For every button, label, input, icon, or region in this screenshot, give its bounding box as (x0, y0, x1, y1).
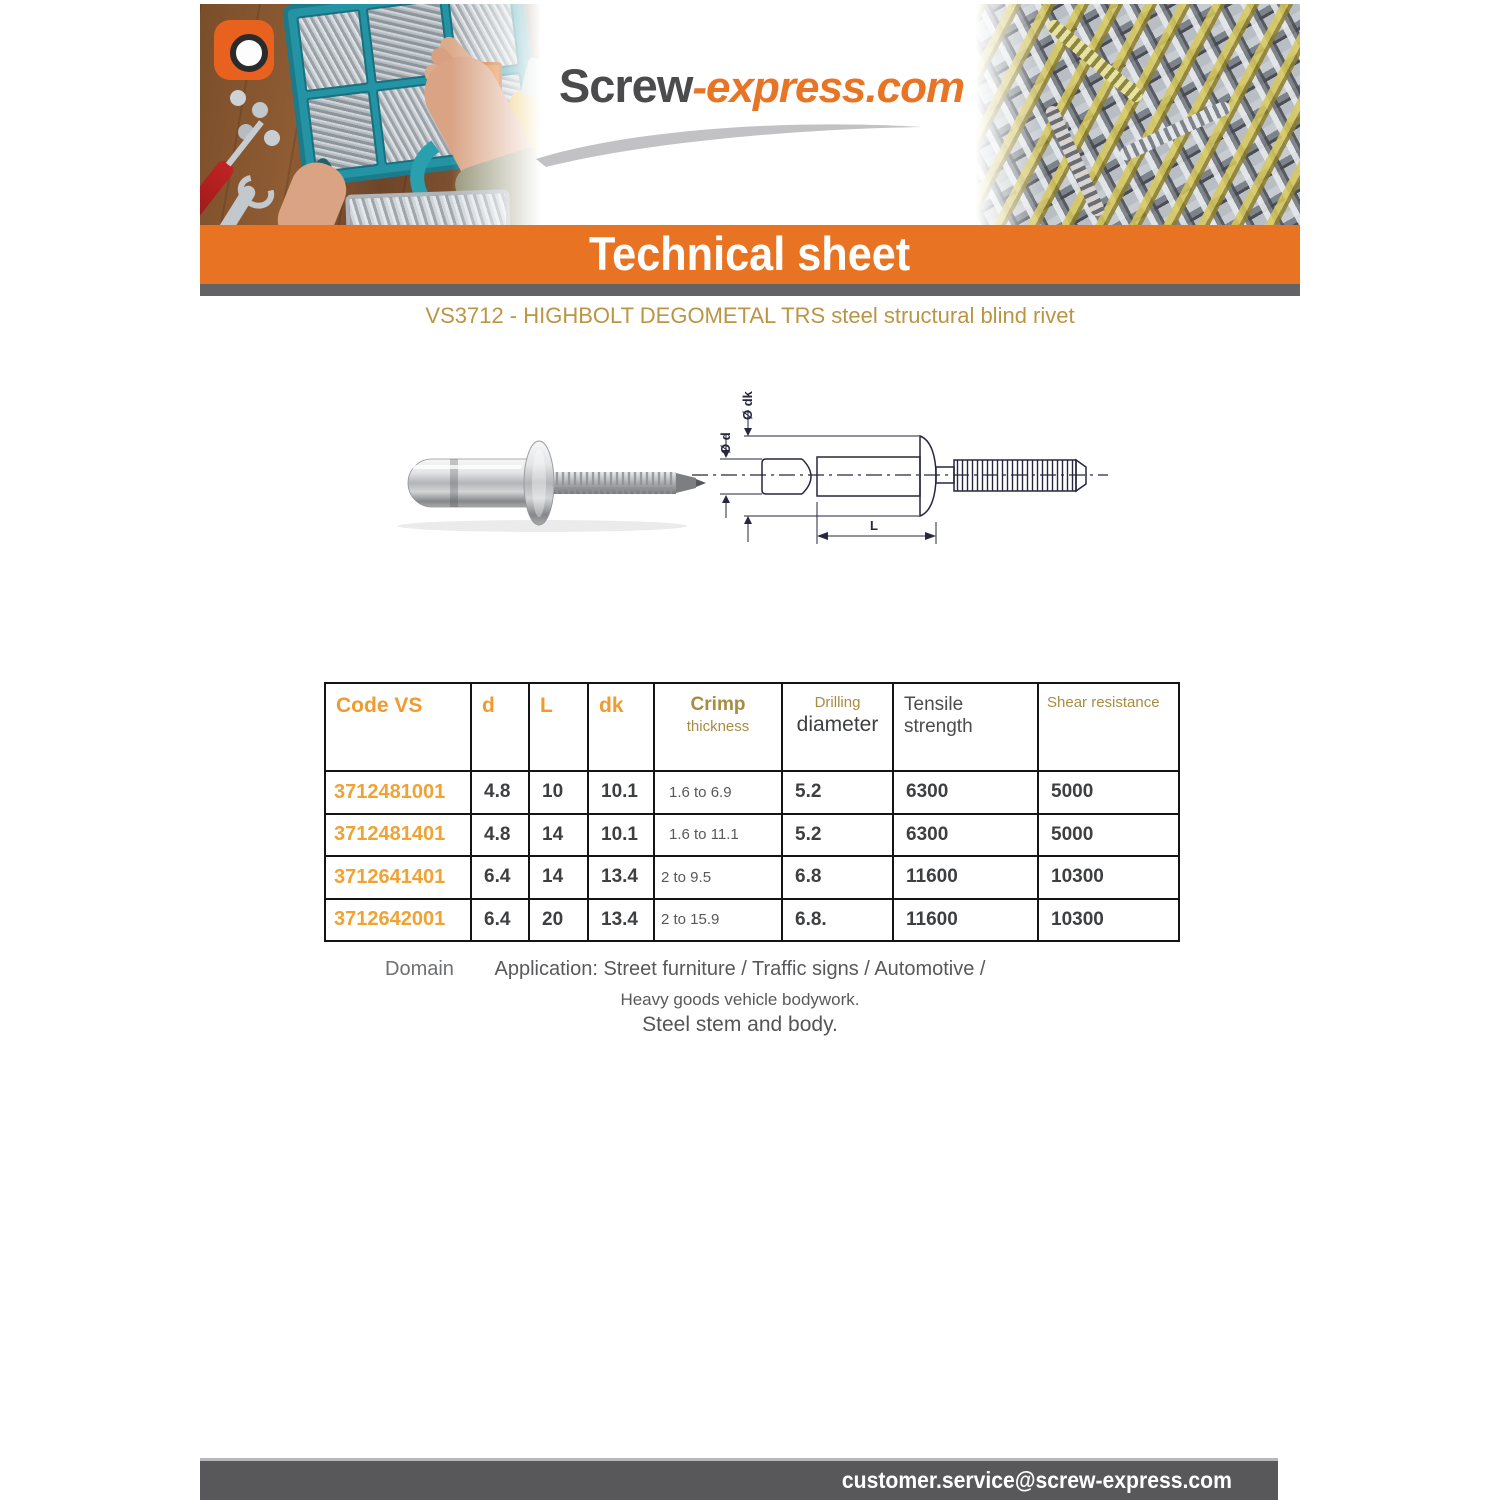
cell-l: 10 (529, 771, 588, 814)
divider-stripe (200, 284, 1300, 296)
cell-code: 3712481001 (325, 771, 471, 814)
hand-fingers (421, 61, 469, 112)
cell-d: 6.4 (471, 856, 529, 899)
drilling-header-line1: Drilling (814, 694, 861, 711)
application-line3: Steel stem and body. (642, 1013, 838, 1036)
case-compartment (457, 72, 530, 155)
col-header-d: d (471, 683, 529, 771)
table-row (325, 899, 1179, 942)
product-title: VS3712 - HIGHBOLT DEGOMETAL TRS steel structural blind rivet (425, 303, 1075, 328)
table-row (325, 814, 1179, 857)
technical-sheet-banner (200, 225, 1300, 284)
technical-sheet-page (200, 0, 1300, 1500)
screw-organizer-case (282, 4, 545, 188)
cell-l: 20 (529, 899, 588, 942)
cell-drilling: 6.8. (782, 899, 893, 942)
col-header-crimp (654, 683, 782, 771)
cell-dk: 10.1 (588, 771, 654, 814)
tape-measure-illustration (214, 20, 274, 80)
cell-shear: 5000 (1038, 814, 1179, 857)
parts-box-illustration (472, 62, 502, 102)
rivet-technical-drawing (690, 368, 1110, 563)
case-compartment (306, 90, 379, 173)
cell-dk: 10.1 (588, 814, 654, 857)
cell-d: 4.8 (471, 814, 529, 857)
dimension-label-d: Ø d (718, 432, 733, 454)
cell-d: 6.4 (471, 899, 529, 942)
wrench-illustration (212, 183, 258, 225)
cell-tensile: 11600 (893, 899, 1038, 942)
cell-tensile: 6300 (893, 814, 1038, 857)
cell-crimp: 1.6 to 6.9 (654, 771, 782, 814)
screws-pile-photo (975, 4, 1300, 225)
brand-logo (548, 4, 975, 225)
case-compartment (365, 4, 450, 84)
cell-tensile: 11600 (893, 856, 1038, 899)
logo-text-express: -express.com (692, 63, 965, 112)
cell-tensile: 6300 (893, 771, 1038, 814)
workbench-photo (200, 4, 548, 225)
domain-label: Domain (385, 958, 454, 980)
cell-drilling: 5.2 (782, 814, 893, 857)
col-header-code: Code VS (325, 683, 471, 771)
crimp-header-line1: Crimp (690, 694, 746, 715)
cell-l: 14 (529, 856, 588, 899)
cell-drilling: 5.2 (782, 771, 893, 814)
left-hand (270, 155, 354, 225)
dimension-label-l: L (870, 518, 878, 533)
dimension-label-dk: Ø dk (740, 391, 755, 420)
col-header-tensile: Tensile strength (893, 683, 1038, 771)
case-compartment (296, 9, 369, 92)
col-header-shear: Shear resistance (1038, 683, 1179, 771)
cell-drilling: 6.8 (782, 856, 893, 899)
washers-illustration (230, 90, 246, 106)
logo-swoosh (522, 119, 942, 171)
table-row (325, 771, 1179, 814)
spec-table-header-row (325, 683, 1179, 771)
col-header-drilling (782, 683, 893, 771)
customer-service-email[interactable]: customer.service@screw-express.com (842, 1467, 1232, 1493)
screw-illustration (1045, 17, 1146, 105)
drilling-header-line2: diameter (796, 713, 879, 736)
cell-dk: 13.4 (588, 856, 654, 899)
application-line2: Heavy goods vehicle bodywork. (620, 990, 860, 1009)
header-hero (200, 4, 1300, 225)
cell-crimp: 1.6 to 11.1 (654, 814, 782, 857)
cell-code: 3712642001 (325, 899, 471, 942)
table-row (325, 856, 1179, 899)
cell-shear: 5000 (1038, 771, 1179, 814)
cell-code: 3712481401 (325, 814, 471, 857)
brand-logo-text (559, 58, 964, 113)
cell-crimp: 2 to 9.5 (654, 856, 782, 899)
case-compartment (375, 80, 460, 165)
logo-text-screw: Screw (558, 59, 693, 112)
crimp-header-line2: thickness (686, 718, 750, 735)
screw-illustration (1043, 104, 1106, 219)
case-handle (403, 123, 528, 225)
col-header-dk: dk (588, 683, 654, 771)
screw-tray (345, 189, 511, 225)
cell-dk: 13.4 (588, 899, 654, 942)
case-compartment (447, 4, 520, 74)
screw-illustration (1118, 99, 1233, 162)
application-line1: Application: Street furniture / Traffic signs / Automotive / (494, 958, 986, 980)
cell-shear: 10300 (1038, 899, 1179, 942)
col-header-l: L (529, 683, 588, 771)
spec-table (324, 682, 1180, 942)
cell-d: 4.8 (471, 771, 529, 814)
screwdriver-illustration (200, 158, 237, 225)
small-tool (290, 156, 334, 197)
cell-crimp: 2 to 15.9 (654, 899, 782, 942)
banner-title: Technical sheet (589, 227, 911, 280)
cell-code: 3712641401 (325, 856, 471, 899)
rivet-product-photo (392, 438, 714, 538)
cell-shear: 10300 (1038, 856, 1179, 899)
cell-l: 14 (529, 814, 588, 857)
footer-bar (200, 1458, 1278, 1500)
